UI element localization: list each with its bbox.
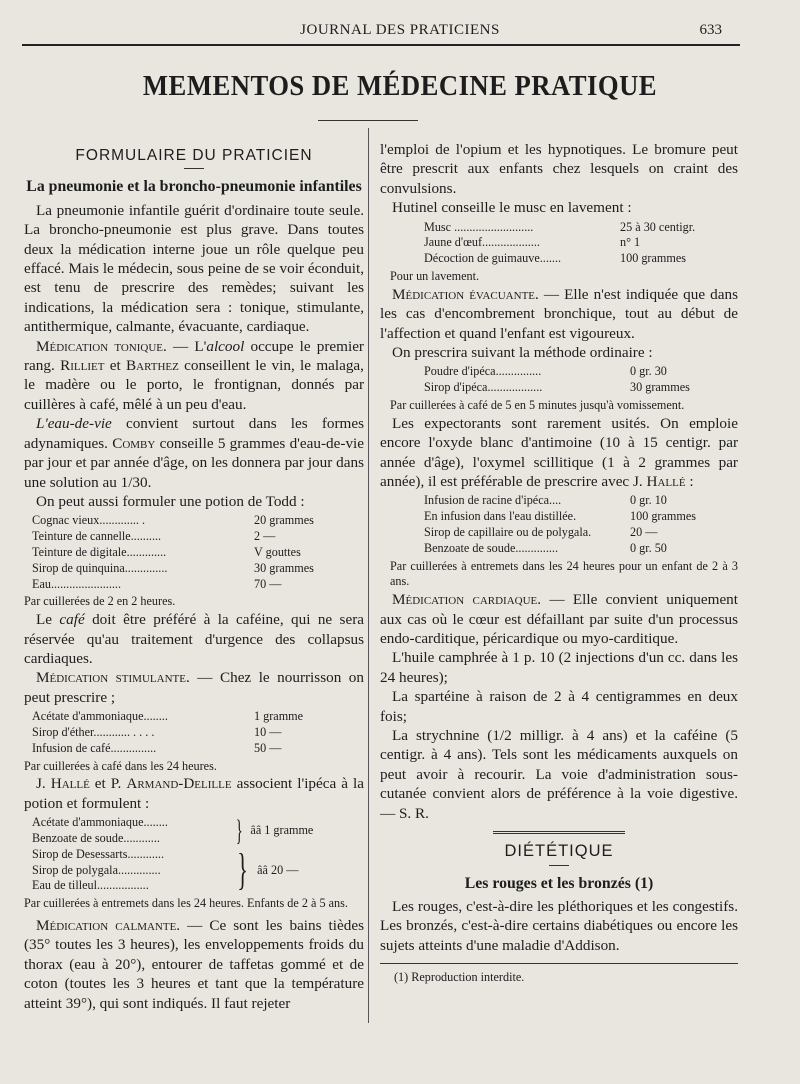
- prescription-note: Par cuillerées à café dans les 24 heures.: [24, 758, 217, 773]
- paragraph-eau-de-vie: [24, 414, 364, 492]
- text: occupe le premier rang.: [24, 337, 364, 375]
- author-name: Barthez: [126, 357, 179, 375]
- ingredient: Teinture de digitale.............: [32, 544, 167, 559]
- footnote: (1) Reproduction interdite.: [394, 970, 525, 985]
- paragraph-cafe: [24, 610, 364, 668]
- prescription-halle-ipeca: [424, 493, 738, 556]
- ingredient: Poudre d'ipéca...............: [424, 364, 542, 379]
- drug-class-label: Médication cardiaque.: [392, 591, 542, 609]
- dose: 100 grammes: [620, 251, 687, 266]
- ingredient: Sirop de capillaire ou de polygala.: [424, 525, 592, 540]
- ingredient: Musc ..........................: [424, 219, 534, 234]
- ingredient: Sirop de Desessarts............: [32, 846, 165, 861]
- dose: 20 grammes: [254, 513, 314, 528]
- text-italic: L'eau-de-vie: [36, 415, 112, 433]
- text: conseille 5 grammes d'eau-de-vie par jour et par année d'âge, on les donnera par jour dans une solution au 1/30.: [24, 434, 364, 491]
- dose: 0 gr. 30: [630, 364, 667, 379]
- prescription-todd: [32, 513, 364, 592]
- dose: 20 —: [630, 525, 658, 540]
- paragraph-evacuante: [380, 285, 738, 343]
- prescription-line: [424, 235, 738, 251]
- text-italic: alcool: [206, 337, 245, 355]
- ingredient-group: [32, 847, 228, 894]
- prescription-line: [424, 380, 738, 396]
- article-subtitle: La pneumonie et la broncho-pneumonie infantiles: [26, 178, 362, 196]
- ingredient: Acétate d'ammoniaque........: [32, 709, 168, 724]
- prescription-line: [424, 364, 738, 380]
- ingredient: Sirop de polygala..............: [32, 862, 161, 877]
- prescription-line: [424, 525, 738, 541]
- prescription-line: [32, 561, 364, 577]
- prescription-line: [32, 513, 364, 529]
- ingredient: Benzoate de soude............: [32, 830, 160, 845]
- prescription-line: [424, 541, 738, 557]
- brace-glyph: }: [235, 813, 243, 847]
- article-subtitle: Les rouges et les bronzés (1): [464, 874, 654, 892]
- brace-glyph: }: [237, 845, 248, 895]
- author-name: Armand-Delille: [126, 775, 232, 793]
- prescription-note: Par cuillerées à entremets dans les 24 heures. Enfants de 2 à 5 ans.: [24, 896, 348, 911]
- prescription-ipeca: [424, 364, 738, 396]
- author-name: Rilliet: [60, 357, 105, 375]
- section-separator: [493, 831, 625, 836]
- paragraph: On prescrira suivant la méthode ordinaire :: [392, 344, 653, 362]
- prescription-note: Par cuillerées de 2 en 2 heures.: [24, 594, 176, 609]
- ingredient-group: [32, 815, 228, 847]
- page-title: MEMENTOS DE MÉDECINE PRATIQUE: [142, 70, 658, 102]
- paragraph-calmante: [24, 916, 364, 1013]
- prescription-halle: [32, 815, 364, 894]
- page-number: 633: [699, 22, 722, 38]
- text: Les expectorants sont rarement usités. On emploie encore l'oxyde blanc d'antimoine (10 à 15 centigr. par année d'âge), l'oxymel scillitique (1 à 2 grammes par année), il est préférable de prescrire avec J.: [380, 414, 738, 491]
- text: — Elle convient uniquement aux cas où le cœur est défaillant par suite d'un processus endo-carditique, péricardique ou myo-carditique.: [380, 591, 738, 648]
- text: — Elle n'est indiquée que dans les cas d'encombrement bronchique, tout au début de l'affection et quand l'enfant est vigoureux.: [380, 285, 738, 342]
- header-rule: [22, 44, 740, 46]
- text: — Chez le nourrisson on peut prescrire ;: [24, 669, 364, 706]
- dose: 0 gr. 10: [630, 493, 667, 508]
- prescription-line: [32, 545, 364, 561]
- running-head: [0, 18, 800, 44]
- text: — Ce sont les bains tièdes (35° toutes les 3 heures), les enveloppements froids du thorax (eau à 20°), entourer de taffetas gommé et de coton (toutes les 3 heures et tant que la température atteint 39°), qui sont indiqués. Il faut rejeter: [24, 916, 364, 1012]
- ingredient: Teinture de cannelle..........: [32, 529, 162, 544]
- paragraph: L'huile camphrée à 1 p. 10 (2 injections d'un cc. dans les 24 heures);: [380, 649, 738, 686]
- ingredient: Infusion de racine d'ipéca....: [424, 493, 562, 508]
- prescription-line: [32, 725, 364, 741]
- prescription-note: Pour un lavement.: [390, 269, 480, 284]
- paragraph-stimulante: [24, 668, 364, 707]
- dose: 30 grammes: [630, 380, 690, 395]
- prescription-line: [32, 709, 364, 725]
- prescription-line: [32, 577, 364, 593]
- dose: 10 —: [254, 724, 282, 739]
- ingredient: Jaune d'œuf...................: [424, 235, 540, 250]
- ingredient: Acétate d'ammoniaque........: [32, 815, 168, 830]
- dose: 1 gramme: [254, 709, 304, 724]
- paragraph: La strychnine (1/2 milligr. à 4 ans) et la caféine (5 centigr. à 4 ans). Tels sont les médicaments auxquels on peut avoir à recourir. La voie d'administration sous-cutanée convient alors de préférence à la voie digestive. — S. R.: [380, 727, 738, 822]
- ingredient: Sirop d'éther............ . . . .: [32, 724, 155, 739]
- section-rule: [184, 168, 204, 169]
- paragraph: La spartéine à raison de 2 à 4 centigrammes en deux fois;: [380, 688, 738, 725]
- prescription-line: [424, 220, 738, 236]
- title-rule: [318, 120, 418, 121]
- dose: n° 1: [620, 235, 641, 250]
- ingredient: Sirop de quinquina..............: [32, 560, 168, 575]
- prescription-line: [424, 509, 738, 525]
- paragraph: On peut aussi formuler une potion de Todd :: [36, 492, 305, 510]
- ingredient: Sirop d'ipéca..................: [424, 380, 543, 395]
- prescription-line: [424, 493, 738, 509]
- paragraph-expectorants: [380, 414, 738, 492]
- section-heading: FORMULAIRE DU PRATICIEN: [75, 147, 313, 164]
- ingredient: Eau.......................: [32, 576, 122, 591]
- dose: ââ 20 —: [257, 862, 299, 877]
- text: — L': [166, 337, 207, 355]
- prescription-musc: [424, 220, 738, 267]
- footnote-rule: [380, 963, 738, 964]
- prescription-stimulante: [32, 709, 364, 756]
- ingredient: Eau de tilleul.................: [32, 878, 149, 893]
- drug-class-label: Médication stimulante.: [36, 669, 190, 687]
- author-name: J. Hallé: [36, 775, 90, 793]
- ingredient: En infusion dans l'eau distillée.: [424, 509, 577, 524]
- dose: 2 —: [254, 529, 276, 544]
- section-rule: [549, 865, 569, 866]
- dose: 100 grammes: [630, 509, 697, 524]
- text: doit être préféré à la caféine, qui ne sera réservée qu'au traitement d'urgence des collapsus cardiaques.: [24, 611, 364, 667]
- text: :: [685, 473, 694, 491]
- dose: 70 —: [254, 576, 282, 591]
- text: convient surtout dans les formes adynamiques.: [24, 415, 364, 452]
- dose: 30 grammes: [254, 560, 314, 575]
- paragraph: Hutinel conseille le musc en lavement :: [392, 199, 632, 217]
- text-italic: café: [59, 611, 85, 629]
- paragraph-tonique: [24, 337, 364, 415]
- paragraph-cardiaque: [380, 590, 738, 648]
- prescription-line: [32, 741, 364, 757]
- ingredient: Infusion de café...............: [32, 740, 157, 755]
- right-column: [380, 140, 738, 986]
- prescription-line: [424, 251, 738, 267]
- paragraph: Les rouges, c'est-à-dire les pléthoriques et les congestifs. Les bronzés, c'est-à-dire certains diabétiques ou encore les sujets atteints d'une maladie d'Addison.: [380, 897, 738, 954]
- prescription-line: [32, 529, 364, 545]
- column-divider: [368, 128, 369, 1023]
- section-heading: DIÉTÉTIQUE: [504, 842, 614, 861]
- drug-class-label: Médication évacuante.: [392, 285, 539, 303]
- drug-class-label: Médication tonique.: [36, 337, 167, 355]
- ingredient: Décoction de guimauve.......: [424, 251, 562, 266]
- text: Le: [36, 611, 60, 629]
- brace-group: [32, 815, 364, 847]
- left-column: [24, 140, 364, 1013]
- text: et: [104, 357, 127, 375]
- dose: ââ 1 gramme: [250, 823, 314, 838]
- prescription-note: Par cuillerées à entremets dans les 24 heures pour un enfant de 2 à 3 ans.: [390, 558, 738, 589]
- dose: 50 —: [254, 740, 282, 755]
- author-name: Comby: [112, 434, 156, 452]
- ingredient: Cognac vieux............. .: [32, 513, 146, 528]
- paragraph: l'emploi de l'opium et les hypnotiques. Le bromure peut être prescrit aux enfants chez lesquels on craint des convulsions.: [380, 141, 738, 197]
- text: conseillent le vin, le malaga, le madère ou le porto, le frontignan, donnés par cuillères à café, mêlé à un peu d'eau.: [24, 357, 364, 413]
- drug-class-label: Médication calmante.: [36, 916, 181, 934]
- author-name: Hallé: [646, 473, 686, 491]
- paragraph: La pneumonie infantile guérit d'ordinaire toute seule. La broncho-pneumonie est plus grave. Dans toutes deux la médication interne joue un rôle quelque peu effacé. Mais le médecin, sous peine de se voir éconduit, est tenu de prescrire des remèdes; suivant les indications, la médication sera : tonique, stimulante, antithermique, calmante, évacuante, cardiaque.: [24, 201, 364, 336]
- dose: V gouttes: [254, 544, 301, 559]
- prescription-note: Par cuillerées à café de 5 en 5 minutes jusqu'à vomissement.: [390, 398, 685, 413]
- journal-title: JOURNAL DES PRATICIENS: [300, 22, 500, 38]
- ingredient: Benzoate de soude..............: [424, 540, 559, 555]
- text: et P.: [89, 775, 127, 793]
- dose: 0 gr. 50: [630, 540, 667, 555]
- brace-group: [32, 847, 364, 894]
- paragraph-halle: [24, 774, 364, 813]
- text: associent l'ipéca à la potion et formulent :: [24, 775, 364, 812]
- dose: 25 à 30 centigr.: [620, 219, 696, 234]
